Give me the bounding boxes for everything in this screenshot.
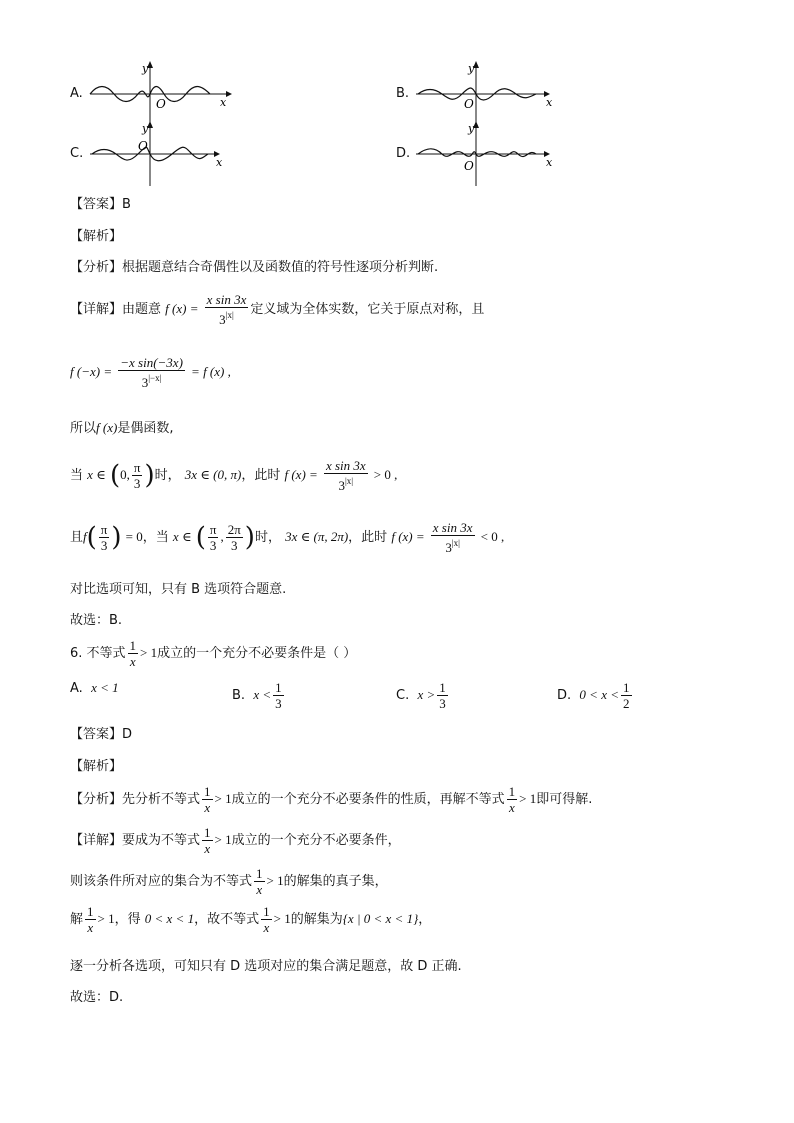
q6-analysis-head: 【解析】 — [70, 759, 123, 774]
x-label: x — [216, 156, 223, 169]
origin-label: O — [156, 97, 166, 111]
detail-tag: 【详解】 — [70, 302, 123, 317]
q5-fnx-line: f (−x) = $\frac{\text{−x sin(−3x)}}{3^{|-x|}}$ = f (x) , — [70, 355, 231, 390]
q6-then: 则该条件所对应的集合为不等式 $\frac{1}{x}$ > 1的解集的真子集， — [70, 866, 388, 897]
origin-label: O — [464, 159, 474, 173]
q5-even-line: 所以f (x)是偶函数, — [70, 420, 174, 436]
y-label: y — [142, 62, 149, 75]
x-label: x — [546, 156, 553, 169]
graph-d — [414, 118, 564, 190]
option-d-label: D. — [396, 146, 411, 161]
x-axis-arrow — [226, 91, 232, 97]
option-c-label: C. — [70, 146, 84, 161]
y-label: y — [468, 122, 475, 135]
q5-pick: 故选：B. — [70, 613, 123, 628]
fraction-pi-3: $\frac{\pi}{3}$ — [133, 460, 141, 491]
origin-label: O — [464, 97, 474, 111]
q6-fenxi: 【分析】先分析不等式 $\frac{1}{x}$ > 1成立的一个充分不必要条件的性质，再解不等式 $\frac{1}{x}$ > 1即可得解. — [70, 784, 593, 815]
q5-when1-line: 当 x ∈ (0, $\frac{\pi}{3}$ )时， 3x ∈ (0, π)，此时 f (x) = $\frac{\text{x sin 3x}}{3^{|x|}}$ > 0 , — [70, 458, 398, 493]
q5-when2-line: 且f( $\frac{\pi}{3}$ ) = 0，当 x ∈ ( $\frac{\pi}{3}$ , $\frac{2\pi}{3}$ )时， 3x ∈ (π, 2π)，此时 f (x) = $\frac{\text{x sin 3x}}{3^{|x|}}$ < 0 , — [70, 520, 505, 555]
graph-d-curve — [418, 149, 536, 157]
q6-answer: 【答案】D — [70, 727, 133, 742]
q6-stem: 6. 不等式 $\frac{1}{x}$ > 1成立的一个充分不必要条件是（ ） — [70, 638, 357, 669]
graph-c — [88, 118, 238, 190]
q5-detail-line: 【详解】由题意 f (x) = $\frac{\text{x sin 3x}}{3^{|x|}}$ 定义域为全体实数，它关于原点对称，且 — [70, 292, 485, 327]
q6-option-b: B. x < $\frac{1}{3}$ — [232, 680, 282, 711]
q6-option-a: A. x < 1 — [70, 680, 119, 696]
q5-compare: 对比选项可知，只有 B 选项符合题意. — [70, 582, 287, 597]
fraction-xsin3x: $\frac{\text{x sin 3x}}{3^{|x|}}$ — [206, 292, 247, 327]
x-label: x — [546, 96, 553, 109]
fraction-neg: $\frac{\text{−x sin(−3x)}}{3^{|-x|}}$ — [120, 355, 183, 390]
q6-detail: 【详解】要成为不等式 $\frac{1}{x}$ > 1成立的一个充分不必要条件， — [70, 825, 401, 856]
option-a-label: A. — [70, 86, 83, 101]
q6-each: 逐一分析各选项，可知只有 D 选项对应的集合满足题意，故 D 正确. — [70, 959, 462, 974]
q5-analysis-head: 【解析】 — [70, 229, 123, 244]
y-label: y — [142, 122, 149, 135]
q5-fenxi: 【分析】根据题意结合奇偶性以及函数值的符号性逐项分析判断. — [70, 260, 439, 275]
q6-option-d: D. 0 < x < $\frac{1}{2}$ — [557, 680, 630, 711]
q6-option-c: C. x > $\frac{1}{3}$ — [396, 680, 446, 711]
x-label: x — [220, 96, 227, 109]
origin-label: O — [138, 139, 148, 153]
y-label: y — [468, 62, 475, 75]
q6-pick: 故选：D. — [70, 990, 124, 1005]
q6-solve: 解 $\frac{1}{x}$ > 1，得 0 < x < 1，故不等式 $\frac{1}{x}$ > 1的解集为{x | 0 < x < 1}， — [70, 904, 432, 935]
q5-answer: 【答案】B — [70, 197, 131, 212]
option-b-label: B. — [396, 86, 410, 101]
